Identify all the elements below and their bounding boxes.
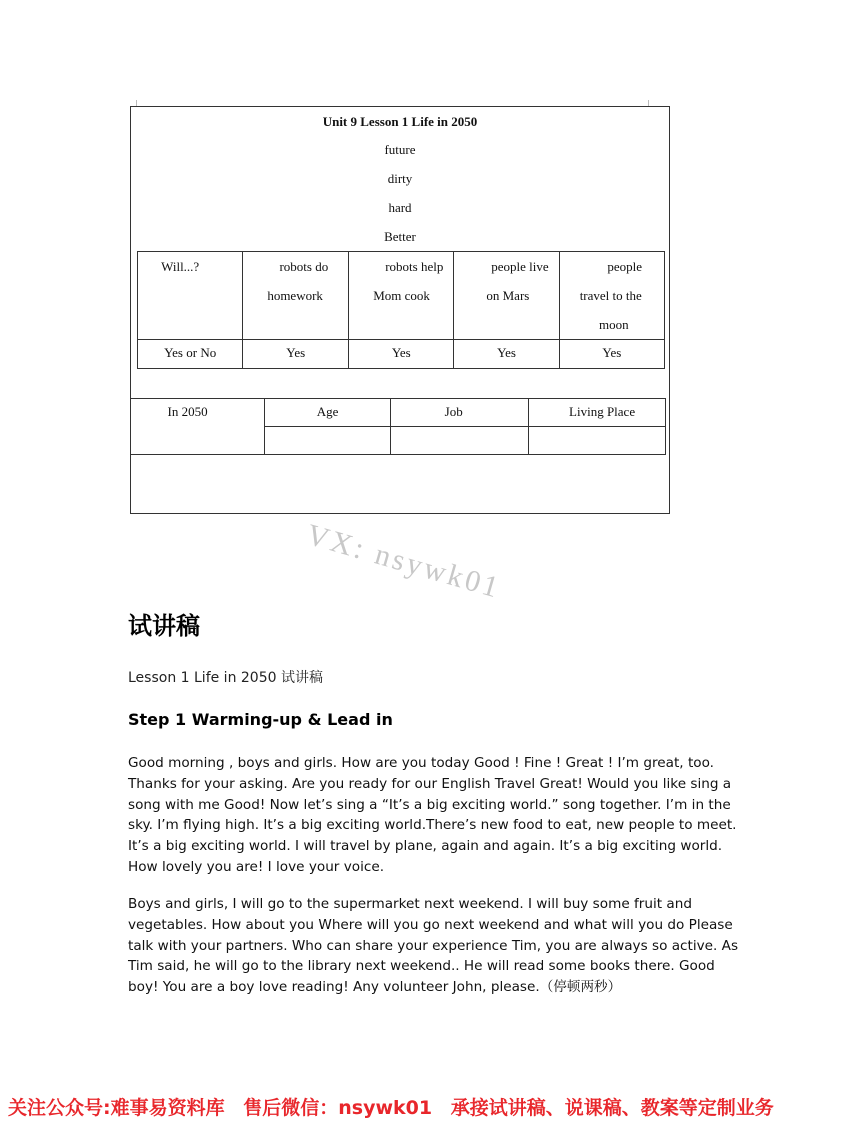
row-label-cell	[131, 399, 265, 455]
board-word: hard	[388, 200, 412, 215]
cell-text: travel to the	[579, 288, 642, 303]
footer-wechat: 售后微信：nsywk01	[243, 1097, 433, 1119]
column-header-living-place: Living Place	[529, 399, 666, 427]
board-title: Unit 9 Lesson 1 Life in 2050	[322, 114, 478, 129]
place-table	[130, 398, 666, 455]
cell-text: homework	[267, 288, 323, 303]
will-header-cell	[454, 252, 559, 340]
place-header-row	[131, 399, 666, 427]
will-header-row	[138, 252, 665, 340]
will-header-cell	[559, 252, 664, 340]
footer-service: 承接试讲稿、说课稿、教案等定制业务	[450, 1097, 774, 1119]
document-subtitle: Lesson 1 Life in 2050 试讲稿	[128, 670, 323, 686]
will-answer-row	[138, 340, 665, 369]
will-table	[137, 251, 665, 369]
paragraph: Boys and girls, I will go to the supermarket next weekend. I will buy some fruit and vegetables. How about you Where will you go next weekend and what will you do Please talk with your partners. Who can share your experience Tim, you are always so active. As Tim said, he will go to the library next weekend.. He will read some books there. Good boy! You are a boy love reading! Any volunteer John, please.（停顿两秒）	[128, 896, 739, 996]
will-header-cell	[349, 252, 454, 340]
column-header-age: Age	[265, 399, 391, 427]
paragraph: Good morning , boys and girls. How are you today Good ! Fine ! Great ! I’m great, too. Thanks for your asking. Are you ready for our English Travel Great! Would you like sing a song with me Good! Now let’s sing a “It’s a big exciting world.” song together. I’m in the sky. I’m flying high. It’s a big exciting world.There’s new food to eat, new people to meet. It’s a big exciting world. I will travel by plane, again and again. It’s a big exciting world. How lovely you are! I love your voice.	[128, 755, 737, 875]
answer-cell: Yes	[243, 340, 349, 369]
cell-text: moon	[599, 317, 629, 332]
cell-text: robots help	[385, 259, 444, 274]
answer-cell: Yes	[454, 340, 559, 369]
will-header-cell	[243, 252, 349, 340]
cell-text: Mom cook	[373, 288, 430, 303]
will-header-cell	[138, 252, 243, 340]
cell-text: Will...?	[161, 259, 200, 274]
job-value-cell	[391, 427, 529, 455]
answer-cell: Yes	[349, 340, 454, 369]
board-word: Better	[384, 229, 416, 244]
cell-text: people live	[491, 259, 549, 274]
blackboard-design-table	[130, 106, 670, 514]
board-word: dirty	[387, 171, 413, 186]
age-value-cell	[265, 427, 391, 455]
answer-cell: Yes	[559, 340, 664, 369]
cell-text: on Mars	[486, 288, 530, 303]
column-header-job: Job	[391, 399, 529, 427]
watermark: VX: nsywk01	[302, 518, 505, 605]
cell-text: robots do	[279, 259, 329, 274]
promo-footer	[8, 1093, 862, 1120]
answer-cell: Yes or No	[138, 340, 243, 369]
section-heading: 试讲稿	[128, 612, 200, 640]
footer-public-account: 关注公众号:难事易资料库	[8, 1097, 225, 1119]
living-place-value-cell	[529, 427, 666, 455]
cell-text: In 2050	[167, 404, 208, 419]
board-word: future	[384, 142, 416, 157]
step-heading: Step 1 Warming-up & Lead in	[128, 710, 393, 729]
cell-text: people	[607, 259, 642, 274]
